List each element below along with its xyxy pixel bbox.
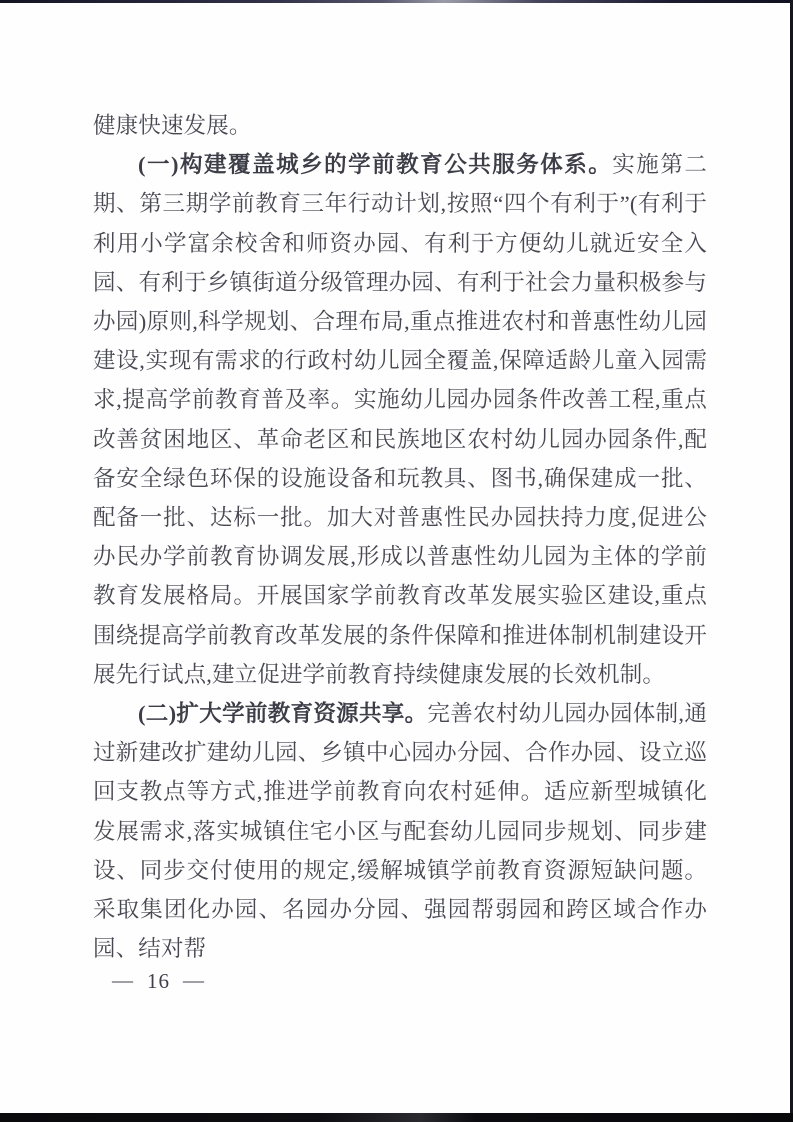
paragraph-section-2 [93,694,707,968]
scan-edge-bottom [0,1113,793,1122]
section-2-heading: (二)扩大学前教育资源共享。 [138,701,428,727]
page-number: 16 [147,969,170,993]
section-1-body-text: 实施第二期、第三期学前教育三年行动计划,按照“四个有利于”(有利于利用小学富余校舍和师资办园、有利于方便幼儿就近安全入园、有利于乡镇街道分级管理办园、有利于社会力量积极参与办园)原则,科学规划、合理布局,重点推进农村和普惠性幼儿园建设,实现有需求的行政村幼儿园全覆盖,保障适龄儿童入园需求,提高学前教育普及率。实施幼儿园办园条件改善工程,重点改善贫困地区、革命老区和民族地区农村幼儿园办园条件,配备安全绿色环保的设施设备和玩教具、图书,确保建成一批、配备一批、达标一批。加大对普惠性民办园扶持力度,促进公办民办学前教育协调发展,形成以普惠性幼儿园为主体的学前教育发展格局。开展国家学前教育改革发展实验区建设,重点围绕提高学前教育改革发展的条件保障和推进体制机制建设开展先行试点,建立促进学前教育持续健康发展的长效机制。 [93,152,707,687]
paragraph-section-1 [93,145,707,694]
paragraph-continuation [93,106,707,145]
paragraph-continuation-text: 健康快速发展。 [93,113,252,138]
footer-dash-right: — [183,968,205,992]
document-body [93,106,707,968]
page-footer [112,969,205,994]
scan-edge-top [0,0,793,3]
section-1-heading: (一)构建覆盖城乡的学前教育公共服务体系。 [138,152,613,178]
footer-dash-left: — [112,968,134,992]
section-2-body-text: 完善农村幼儿园办园体制,通过新建改扩建幼儿园、乡镇中心园办分园、合作办园、设立巡回支教点等方式,推进学前教育向农村延伸。适应新型城镇化发展需求,落实城镇住宅小区与配套幼儿园同步规划、同步建设、同步交付使用的规定,缓解城镇学前教育资源短缺问题。采取集团化办园、名园办分园、强园帮弱园和跨区域合作办园、结对帮 [93,701,707,962]
